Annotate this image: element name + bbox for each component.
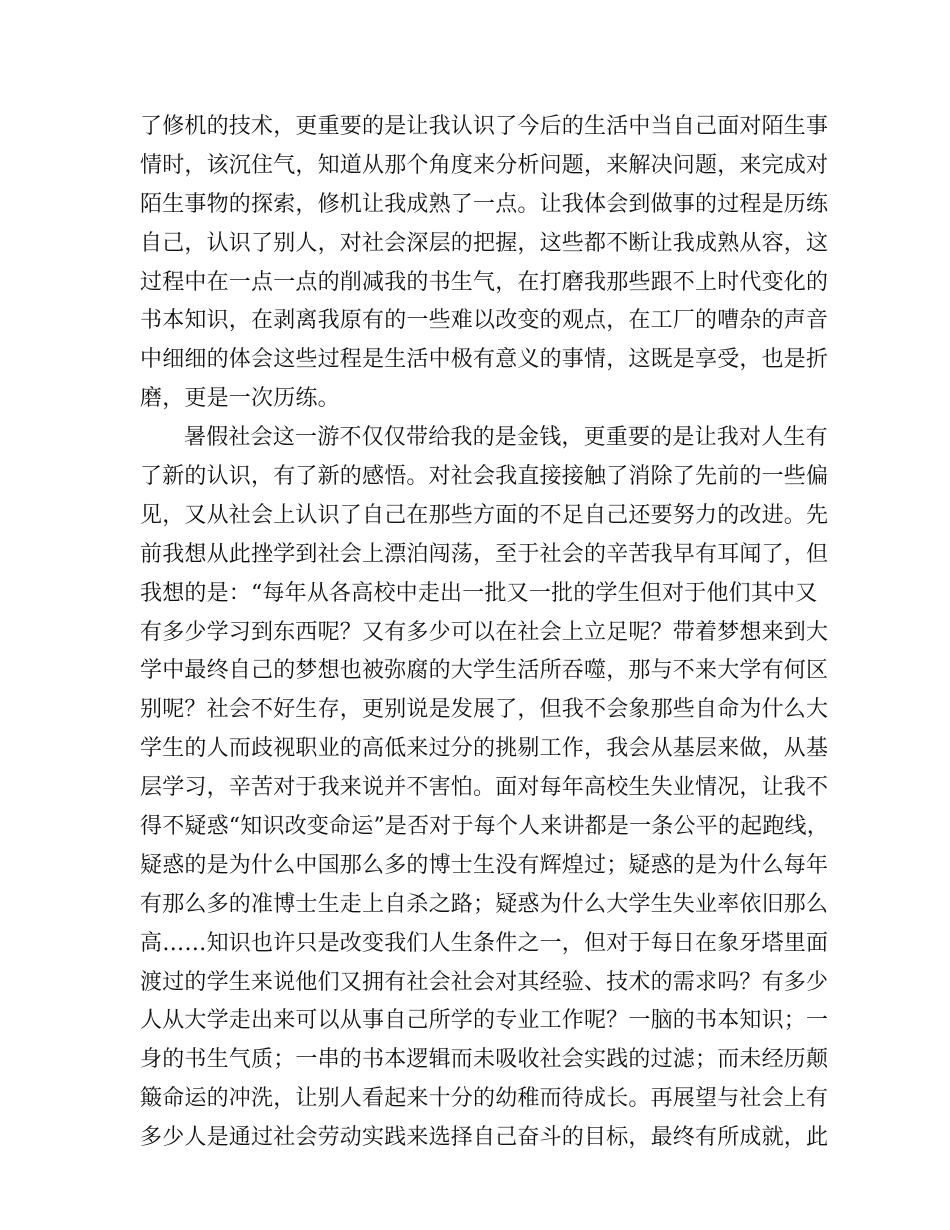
text-line: 多少人是通过社会劳动实践来选择自己奋斗的目标，最终有所成就，此 — [140, 1125, 829, 1151]
paragraph-1 — [140, 108, 829, 419]
text-line: 情时，该沉住气，知道从那个角度来分析问题，来解决问题，来完成对 — [140, 152, 829, 178]
text-line: 自己，认识了别人，对社会深层的把握，这些都不断让我成熟从容，这 — [140, 230, 829, 256]
text-line: 高……知识也许只是改变我们人生条件之一，但对于每日在象牙塔里面 — [140, 930, 829, 956]
text-line: 渡过的学生来说他们又拥有社会社会对其经验、技术的需求吗？有多少 — [140, 969, 829, 995]
text-line: 了新的认识，有了新的感悟。对社会我直接接触了消除了先前的一些偏 — [140, 464, 829, 490]
text-line: 过程中在一点一点的削减我的书生气，在打磨我那些跟不上时代变化的 — [140, 269, 829, 295]
text-line: 前我想从此挫学到社会上漂泊闯荡，至于社会的辛苦我早有耳闻了，但 — [140, 541, 829, 567]
text-line: 有多少学习到东西呢？又有多少可以在社会上立足呢？带着梦想来到大 — [140, 619, 829, 645]
text-line: 学中最终自己的梦想也被弥腐的大学生活所吞噬，那与不来大学有何区 — [140, 658, 829, 684]
text-line: 簸命运的冲洗，让别人看起来十分的幼稚而待成长。再展望与社会上有 — [140, 1086, 829, 1112]
text-line: 有那么多的准博士生走上自杀之路；疑惑为什么大学生失业率依旧那么 — [140, 891, 829, 917]
text-line: 我想的是：“每年从各高校中走出一批又一批的学生但对于他们其中又 — [140, 580, 818, 606]
text-line: 书本知识，在剥离我原有的一些难以改变的观点，在工厂的嘈杂的声音 — [140, 308, 829, 334]
text-line: 得不疑惑“知识改变命运”是否对于每个人来讲都是一条公平的起跑线， — [140, 814, 829, 840]
text-line: 陌生事物的探索，修机让我成熟了一点。让我体会到做事的过程是历练 — [140, 191, 829, 217]
text-line: 层学习，辛苦对于我来说并不害怕。面对每年高校生失业情况，让我不 — [140, 775, 829, 801]
text-line: 人从大学走出来可以从事自己所学的专业工作呢？一脑的书本知识；一 — [140, 1008, 829, 1034]
text-line: 见，又从社会上认识了自己在那些方面的不足自己还要努力的改进。先 — [140, 502, 829, 528]
body-text — [140, 108, 829, 1158]
text-line-indented: 暑假社会这一游不仅仅带给我的是金钱，更重要的是让我对人生有 — [184, 425, 828, 451]
text-line: 身的书生气质；一串的书本逻辑而未吸收社会实践的过滤；而未经历颠 — [140, 1047, 829, 1073]
text-line: 疑惑的是为什么中国那么多的博士生没有辉煌过；疑惑的是为什么每年 — [140, 852, 829, 878]
text-line: 中细细的体会这些过程是生活中极有意义的事情，这既是享受，也是折 — [140, 347, 829, 373]
paragraph-2 — [140, 419, 829, 1158]
text-line: 磨，更是一次历练。 — [140, 386, 340, 412]
text-line: 学生的人而歧视职业的高低来过分的挑剔工作，我会从基层来做，从基 — [140, 736, 829, 762]
text-line: 别呢？社会不好生存，更别说是发展了，但我不会象那些自命为什么大 — [140, 697, 829, 723]
text-line: 了修机的技术，更重要的是让我认识了今后的生活中当自己面对陌生事 — [140, 114, 829, 139]
